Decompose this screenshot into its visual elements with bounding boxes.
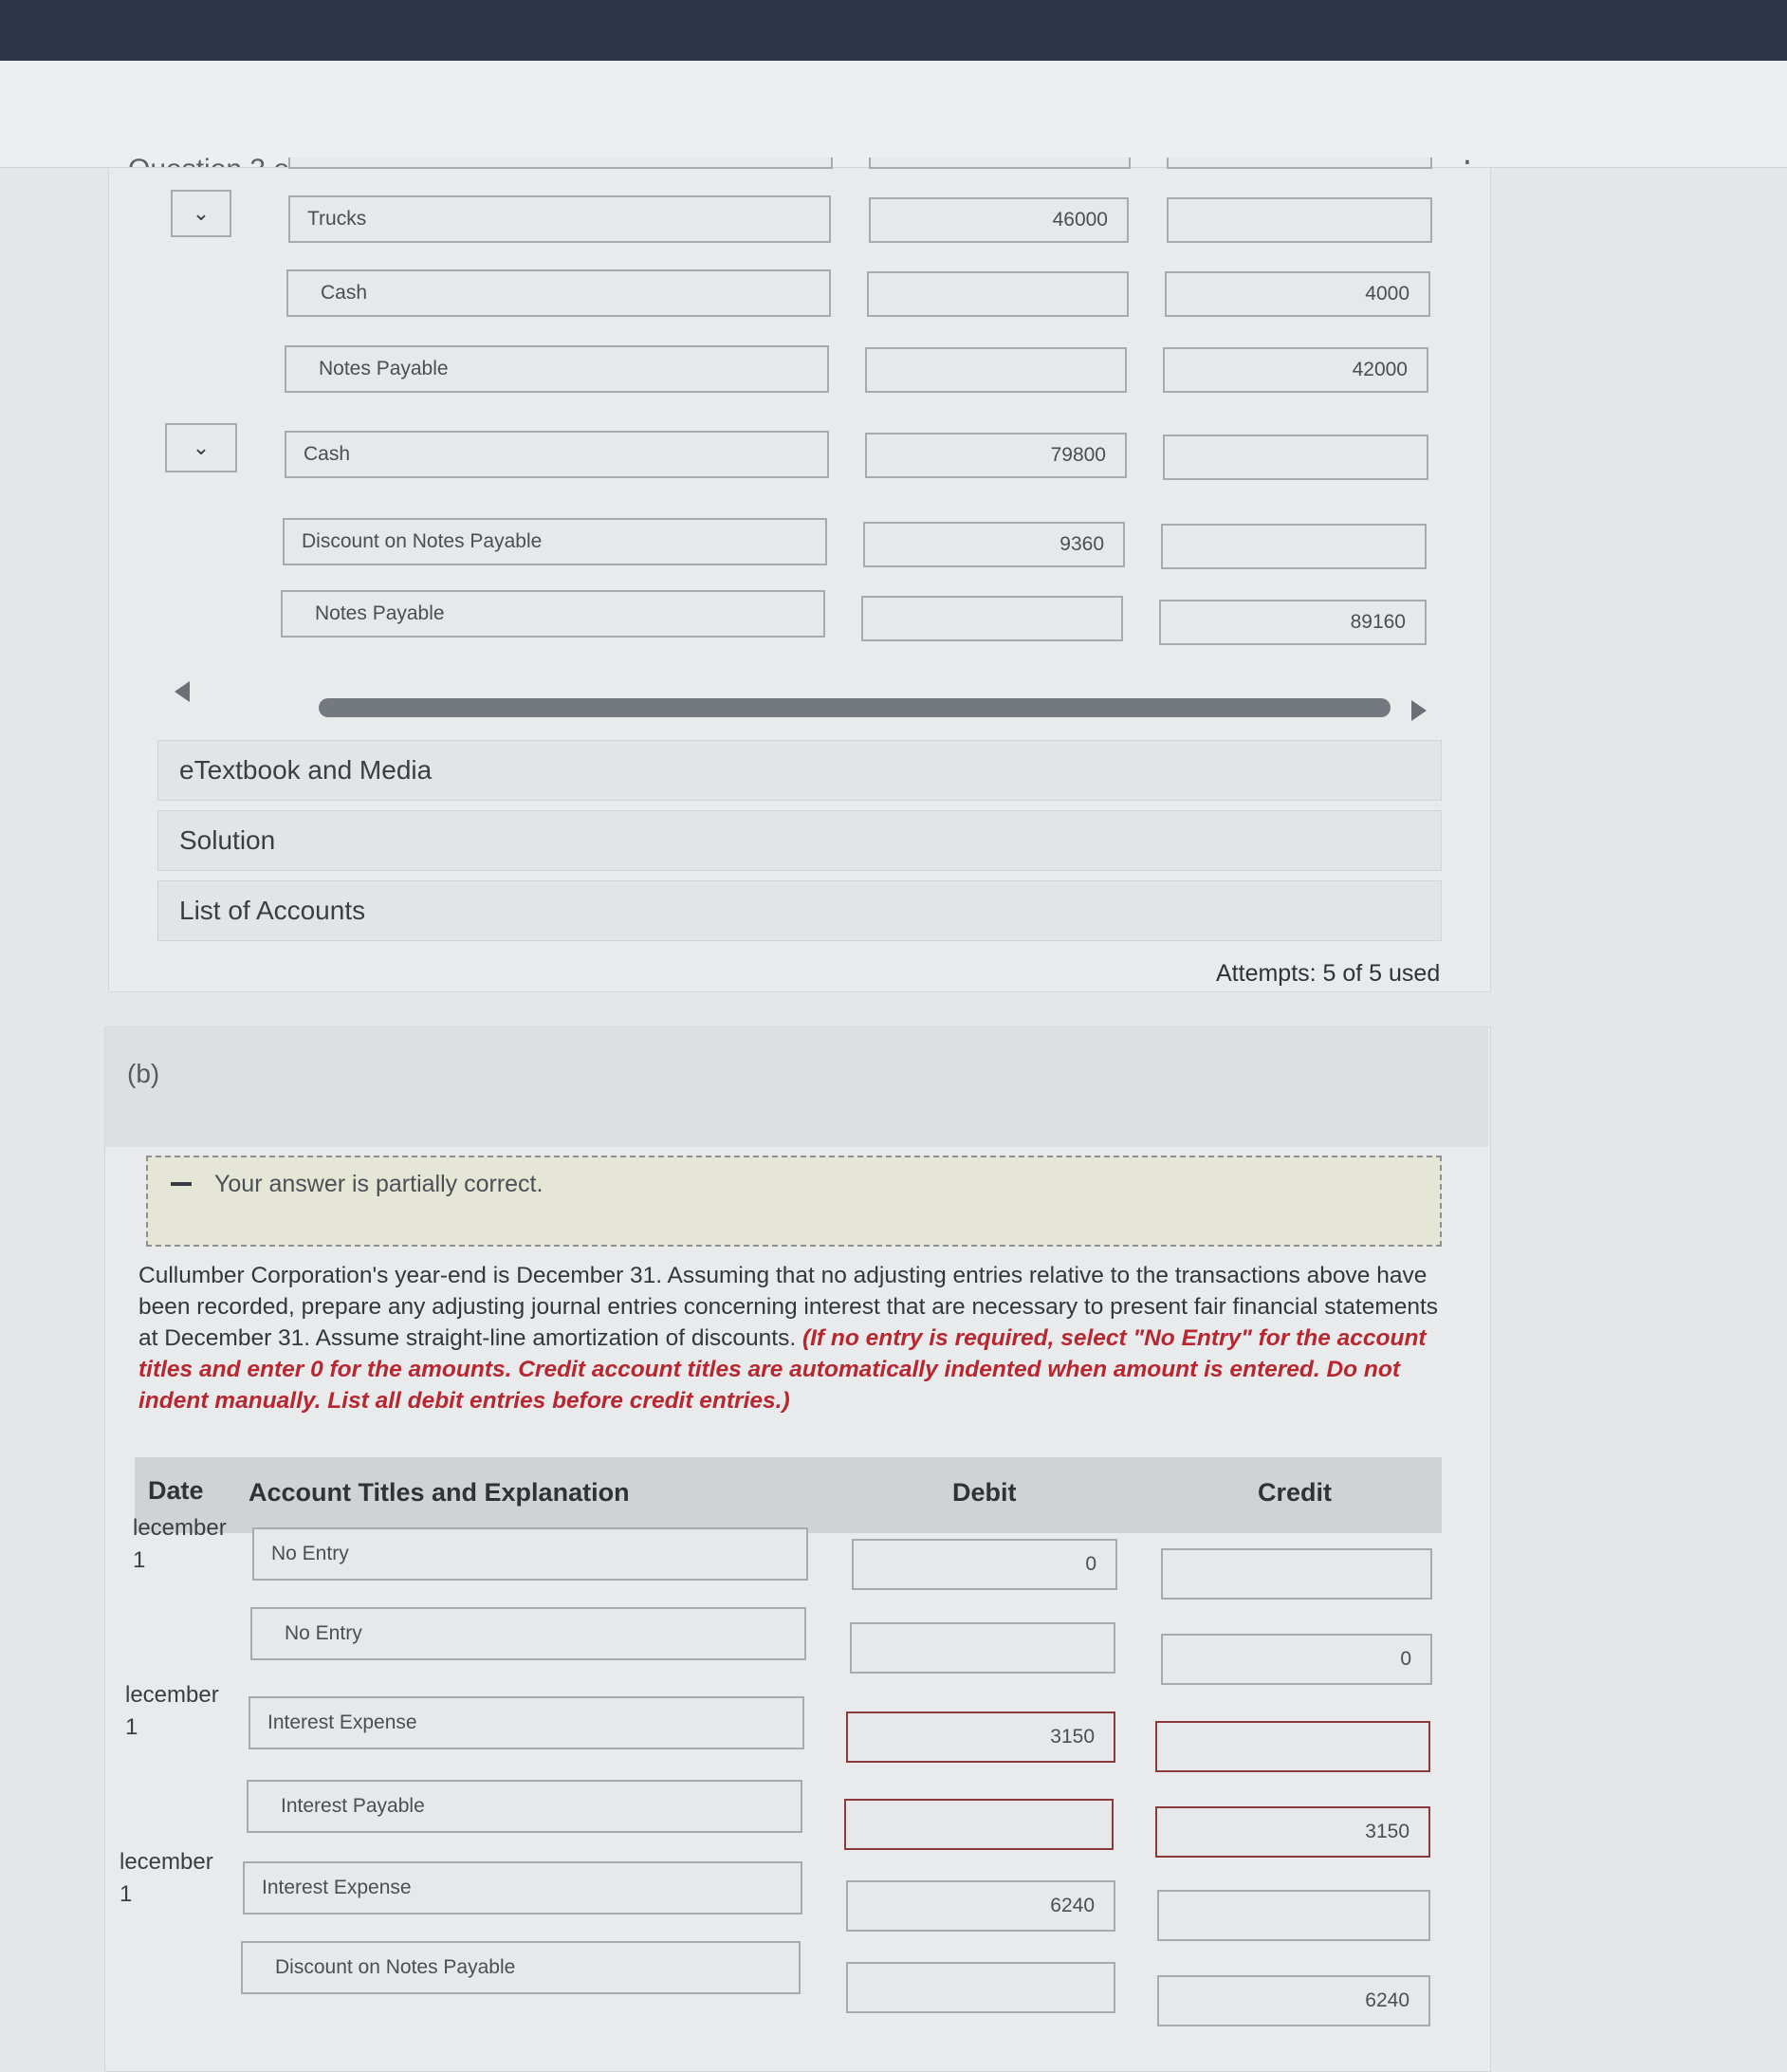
feedback-text: Your answer is partially correct. <box>214 1171 543 1197</box>
chevron-down-icon: ⌄ <box>192 201 211 225</box>
date-select[interactable] <box>165 423 237 472</box>
date-header: Date <box>148 1476 204 1505</box>
credit-header: Credit <box>1258 1478 1333 1507</box>
credit-field[interactable]: 0 <box>1161 1634 1432 1685</box>
credit-field[interactable]: 6240 <box>1157 1975 1430 2026</box>
debit-field[interactable]: 79800 <box>865 433 1127 478</box>
date-cell <box>120 1846 213 1911</box>
date-month: lecember <box>120 1849 213 1875</box>
cut-off-field <box>288 157 833 169</box>
credit-field[interactable]: 4000 <box>1165 271 1430 317</box>
feedback-box <box>146 1156 1442 1247</box>
account-title-field[interactable]: Discount on Notes Payable <box>283 518 827 565</box>
cut-off-field <box>1167 157 1432 169</box>
instructions-note: (If no entry is required, select "No Entry" for the account titles and enter 0 for the amounts. Credit account titles are automatically indented when amount is entered. Do not indent manually. List all debit entries before credit entries.) <box>138 1325 1427 1414</box>
credit-field[interactable] <box>1161 524 1427 569</box>
debit-field[interactable] <box>846 1962 1115 2013</box>
list-of-accounts-panel[interactable]: List of Accounts <box>157 880 1442 941</box>
date-day: 1 <box>125 1714 138 1740</box>
debit-field[interactable] <box>861 596 1123 641</box>
date-day: 1 <box>133 1547 146 1573</box>
account-header: Account Titles and Explanation <box>249 1478 630 1507</box>
account-title-field[interactable]: Notes Payable <box>285 345 829 393</box>
credit-field[interactable]: 89160 <box>1159 600 1427 645</box>
account-title-field[interactable]: Cash <box>285 431 829 478</box>
credit-field[interactable] <box>1155 1721 1430 1772</box>
credit-field[interactable] <box>1167 197 1432 243</box>
part-b-header <box>105 1027 1488 1147</box>
date-day: 1 <box>120 1881 133 1907</box>
attempts-counter: Attempts: 5 of 5 used <box>1216 960 1441 987</box>
scroll-left-icon[interactable] <box>175 681 190 702</box>
etextbook-panel[interactable]: eTextbook and Media <box>157 740 1442 801</box>
instructions <box>138 1260 1447 1416</box>
question-toolbar <box>0 61 1787 168</box>
date-select[interactable] <box>171 190 231 237</box>
account-title-field[interactable]: Notes Payable <box>281 590 825 638</box>
date-month: lecember <box>125 1682 219 1708</box>
top-banner <box>0 0 1787 61</box>
horizontal-scrollbar[interactable] <box>319 698 1391 717</box>
account-title-field[interactable]: No Entry <box>252 1527 808 1581</box>
account-title-field[interactable]: Interest Expense <box>249 1696 804 1749</box>
instructions-text: Cullumber Corporation's year-end is December 31. Assuming that no adjusting entries relative to the transactions above have been recorded, prepare any adjusting journal entries concerning interest that are necessary to present fair financial statements at December 31. Assume straight-line amortization of discounts. <box>138 1263 1439 1351</box>
debit-field[interactable] <box>865 347 1127 393</box>
chevron-down-icon: ⌄ <box>192 435 211 459</box>
debit-field[interactable]: 0 <box>852 1539 1117 1590</box>
cut-off-field <box>869 157 1131 169</box>
scroll-right-icon[interactable] <box>1411 700 1427 721</box>
credit-field[interactable] <box>1163 435 1428 480</box>
debit-header: Debit <box>952 1478 1017 1507</box>
debit-field[interactable]: 46000 <box>869 197 1129 243</box>
credit-field[interactable]: 3150 <box>1155 1806 1430 1858</box>
credit-field[interactable] <box>1157 1890 1430 1941</box>
debit-field[interactable] <box>844 1799 1114 1850</box>
debit-field[interactable] <box>867 271 1129 317</box>
account-title-field[interactable]: Trucks <box>288 195 831 243</box>
debit-field[interactable] <box>850 1622 1115 1674</box>
account-title-field[interactable]: Interest Payable <box>247 1780 802 1833</box>
account-title-field[interactable]: Interest Expense <box>243 1861 802 1915</box>
partial-indicator-icon <box>171 1182 192 1186</box>
debit-field[interactable]: 3150 <box>846 1711 1115 1763</box>
debit-field[interactable]: 9360 <box>863 522 1125 567</box>
date-cell <box>133 1512 227 1577</box>
credit-field[interactable] <box>1161 1548 1432 1600</box>
account-title-field[interactable]: No Entry <box>250 1607 806 1660</box>
credit-field[interactable]: 42000 <box>1163 347 1428 393</box>
date-cell <box>125 1679 219 1744</box>
account-title-field[interactable]: Discount on Notes Payable <box>241 1941 801 1994</box>
part-label: (b) <box>127 1059 160 1088</box>
debit-field[interactable]: 6240 <box>846 1880 1115 1932</box>
journal-table-header <box>135 1457 1442 1533</box>
date-month: lecember <box>133 1515 227 1541</box>
account-title-field[interactable]: Cash <box>286 269 831 317</box>
solution-panel[interactable]: Solution <box>157 810 1442 871</box>
